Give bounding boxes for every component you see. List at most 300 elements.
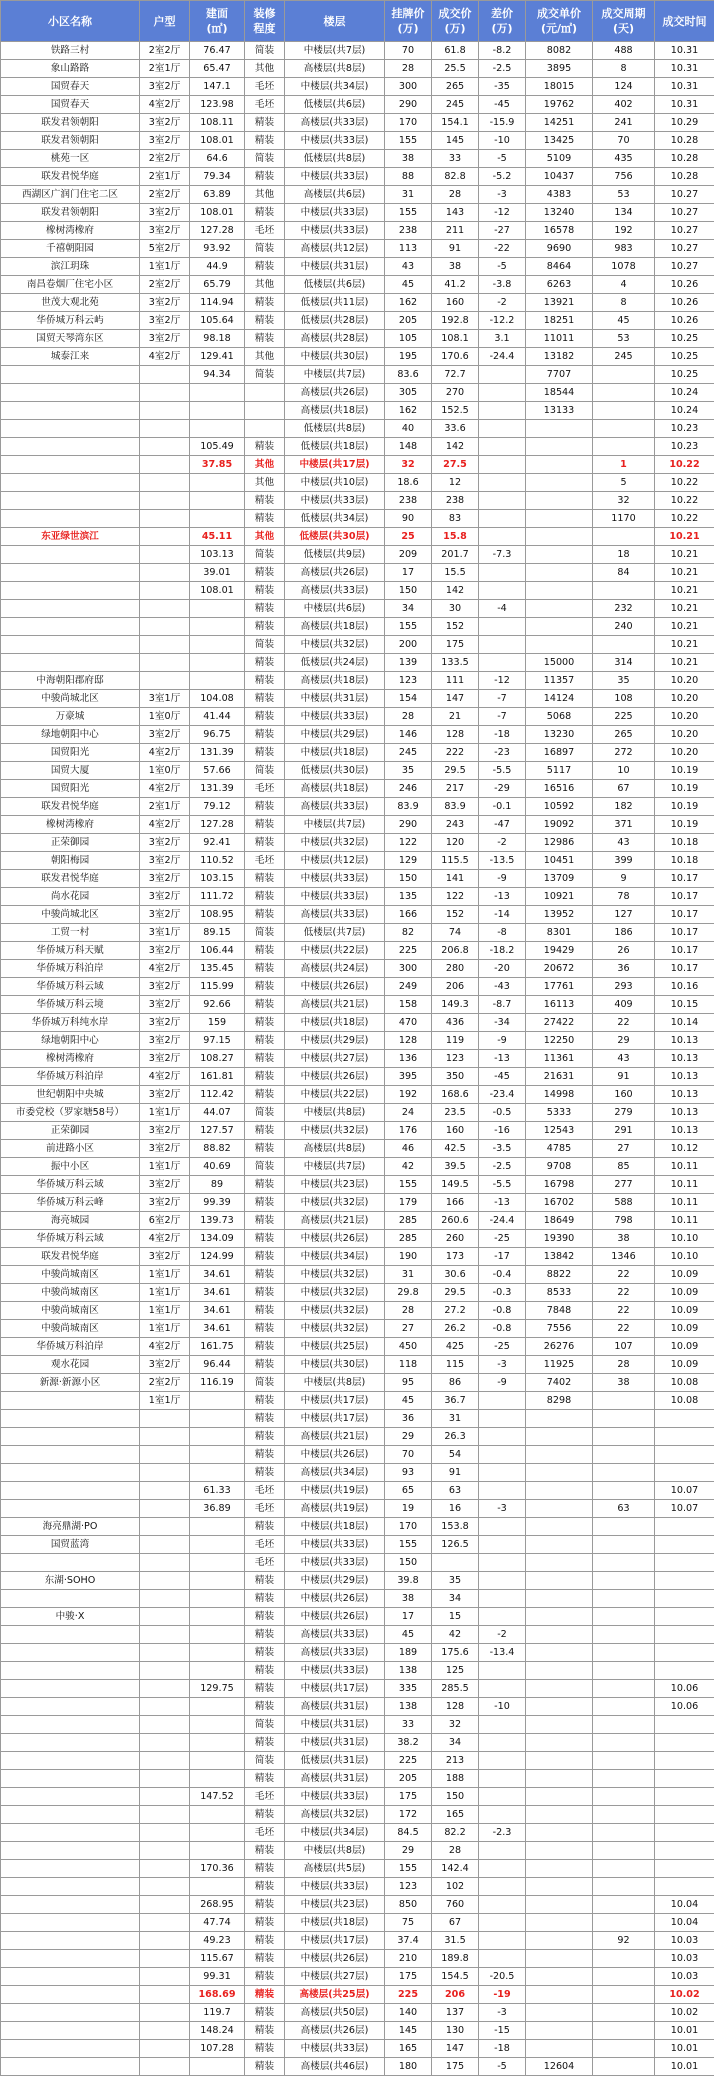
cell-floor: 中楼层(共18层) bbox=[285, 1518, 385, 1536]
cell-list-price: 105 bbox=[385, 330, 432, 348]
cell-list-price: 83.9 bbox=[385, 798, 432, 816]
cell-community: 象山路路 bbox=[1, 60, 140, 78]
cell-area bbox=[190, 1518, 245, 1536]
cell-layout: 1室1厅 bbox=[140, 1158, 190, 1176]
cell-layout: 3室2厅 bbox=[140, 204, 190, 222]
cell-list-price: 238 bbox=[385, 492, 432, 510]
cell-unit-price: 15000 bbox=[526, 654, 593, 672]
cell-deal-date: 10.10 bbox=[655, 1248, 714, 1266]
cell-price-diff bbox=[479, 1842, 526, 1860]
cell-price-diff bbox=[479, 1410, 526, 1428]
cell-area: 159 bbox=[190, 1014, 245, 1032]
cell-layout bbox=[140, 1950, 190, 1968]
cell-community: 中骏尚城南区 bbox=[1, 1302, 140, 1320]
cell-decoration: 精装 bbox=[245, 672, 285, 690]
table-row bbox=[1, 240, 714, 258]
cell-deal-date: 10.21 bbox=[655, 654, 714, 672]
cell-floor: 高楼层(共12层) bbox=[285, 240, 385, 258]
cell-deal-date bbox=[655, 1446, 714, 1464]
cell-community: 市委党校（罗家塘58号） bbox=[1, 1104, 140, 1122]
cell-area: 110.52 bbox=[190, 852, 245, 870]
cell-area: 39.01 bbox=[190, 564, 245, 582]
cell-area: 37.85 bbox=[190, 456, 245, 474]
cell-area: 94.34 bbox=[190, 366, 245, 384]
cell-community bbox=[1, 1878, 140, 1896]
cell-area bbox=[190, 1608, 245, 1626]
cell-decoration: 精装 bbox=[245, 1608, 285, 1626]
cell-deal-date: 10.11 bbox=[655, 1212, 714, 1230]
cell-unit-price: 11011 bbox=[526, 330, 593, 348]
cell-area: 65.47 bbox=[190, 60, 245, 78]
table-row bbox=[1, 708, 714, 726]
cell-layout bbox=[140, 1554, 190, 1572]
cell-deal-date: 10.06 bbox=[655, 1698, 714, 1716]
cell-cycle bbox=[593, 1392, 655, 1410]
cell-area: 98.18 bbox=[190, 330, 245, 348]
cell-floor: 中楼层(共32层) bbox=[285, 1122, 385, 1140]
cell-deal-date: 10.25 bbox=[655, 330, 714, 348]
cell-price-diff: -13.5 bbox=[479, 852, 526, 870]
cell-list-price: 195 bbox=[385, 348, 432, 366]
cell-unit-price bbox=[526, 1626, 593, 1644]
cell-area bbox=[190, 1554, 245, 1572]
cell-layout: 1室1厅 bbox=[140, 1302, 190, 1320]
cell-deal-date: 10.21 bbox=[655, 582, 714, 600]
table-row bbox=[1, 564, 714, 582]
cell-floor: 高楼层(共18层) bbox=[285, 672, 385, 690]
cell-layout bbox=[140, 546, 190, 564]
cell-list-price: 158 bbox=[385, 996, 432, 1014]
cell-layout: 3室2厅 bbox=[140, 1140, 190, 1158]
cell-unit-price bbox=[526, 1806, 593, 1824]
table-row bbox=[1, 1140, 714, 1158]
cell-unit-price bbox=[526, 1500, 593, 1518]
cell-price-diff bbox=[479, 1734, 526, 1752]
table-row bbox=[1, 1392, 714, 1410]
cell-area: 131.39 bbox=[190, 780, 245, 798]
cell-list-price: 162 bbox=[385, 294, 432, 312]
table-row bbox=[1, 1500, 714, 1518]
cell-community: 城泰江来 bbox=[1, 348, 140, 366]
cell-price-diff: -20 bbox=[479, 960, 526, 978]
cell-deal-date: 10.03 bbox=[655, 1950, 714, 1968]
cell-area: 106.44 bbox=[190, 942, 245, 960]
cell-community bbox=[1, 1464, 140, 1482]
cell-floor: 中楼层(共33层) bbox=[285, 204, 385, 222]
table-row bbox=[1, 780, 714, 798]
cell-community: 华侨城万科天赋 bbox=[1, 942, 140, 960]
cell-community bbox=[1, 1698, 140, 1716]
cell-unit-price bbox=[526, 1824, 593, 1842]
cell-unit-price bbox=[526, 420, 593, 438]
cell-community bbox=[1, 1410, 140, 1428]
cell-price-diff: -0.5 bbox=[479, 1104, 526, 1122]
cell-price-diff: -45 bbox=[479, 96, 526, 114]
cell-cycle bbox=[593, 1572, 655, 1590]
cell-cycle: 9 bbox=[593, 870, 655, 888]
cell-floor: 中楼层(共26层) bbox=[285, 1608, 385, 1626]
cell-community bbox=[1, 1590, 140, 1608]
cell-unit-price bbox=[526, 1482, 593, 1500]
cell-deal-price: 15.8 bbox=[432, 528, 479, 546]
cell-area: 114.94 bbox=[190, 294, 245, 312]
cell-decoration: 精装 bbox=[245, 600, 285, 618]
cell-deal-date: 10.11 bbox=[655, 1194, 714, 1212]
cell-deal-date: 10.21 bbox=[655, 618, 714, 636]
cell-area bbox=[190, 1752, 245, 1770]
cell-cycle bbox=[593, 1698, 655, 1716]
cell-layout bbox=[140, 1716, 190, 1734]
cell-floor: 低楼层(共24层) bbox=[285, 654, 385, 672]
cell-layout bbox=[140, 1482, 190, 1500]
cell-list-price: 129 bbox=[385, 852, 432, 870]
table-row bbox=[1, 924, 714, 942]
table-row bbox=[1, 1032, 714, 1050]
cell-cycle: 232 bbox=[593, 600, 655, 618]
cell-community bbox=[1, 1896, 140, 1914]
table-row bbox=[1, 870, 714, 888]
table-row bbox=[1, 726, 714, 744]
cell-cycle bbox=[593, 528, 655, 546]
cell-list-price: 205 bbox=[385, 1770, 432, 1788]
cell-cycle: 272 bbox=[593, 744, 655, 762]
cell-floor: 中楼层(共33层) bbox=[285, 870, 385, 888]
cell-layout bbox=[140, 2004, 190, 2022]
cell-decoration: 精装 bbox=[245, 816, 285, 834]
cell-community: 联发君领朝阳 bbox=[1, 204, 140, 222]
cell-community bbox=[1, 1626, 140, 1644]
cell-floor: 高楼层(共31层) bbox=[285, 1698, 385, 1716]
cell-price-diff bbox=[479, 492, 526, 510]
cell-unit-price bbox=[526, 618, 593, 636]
cell-cycle bbox=[593, 1482, 655, 1500]
table-row bbox=[1, 618, 714, 636]
cell-price-diff: -17 bbox=[479, 1248, 526, 1266]
cell-deal-price: 154.5 bbox=[432, 1968, 479, 1986]
cell-decoration: 精装 bbox=[245, 618, 285, 636]
table-row bbox=[1, 1338, 714, 1356]
cell-cycle bbox=[593, 420, 655, 438]
cell-decoration: 精装 bbox=[245, 1680, 285, 1698]
cell-price-diff bbox=[479, 510, 526, 528]
cell-community bbox=[1, 1392, 140, 1410]
col-header-area: 建面 (㎡) bbox=[190, 1, 245, 42]
cell-cycle bbox=[593, 582, 655, 600]
cell-price-diff bbox=[479, 420, 526, 438]
table-row bbox=[1, 834, 714, 852]
cell-deal-price: 74 bbox=[432, 924, 479, 942]
cell-cycle: 22 bbox=[593, 1320, 655, 1338]
cell-list-price: 225 bbox=[385, 1752, 432, 1770]
cell-list-price: 146 bbox=[385, 726, 432, 744]
cell-unit-price bbox=[526, 1554, 593, 1572]
cell-cycle bbox=[593, 1716, 655, 1734]
cell-area: 161.81 bbox=[190, 1068, 245, 1086]
table-row bbox=[1, 1914, 714, 1932]
cell-unit-price bbox=[526, 1842, 593, 1860]
cell-price-diff: -16 bbox=[479, 1122, 526, 1140]
table-row bbox=[1, 690, 714, 708]
cell-list-price: 175 bbox=[385, 1968, 432, 1986]
cell-list-price: 34 bbox=[385, 600, 432, 618]
cell-unit-price bbox=[526, 1518, 593, 1536]
cell-deal-price: 285.5 bbox=[432, 1680, 479, 1698]
cell-cycle bbox=[593, 1662, 655, 1680]
table-row bbox=[1, 258, 714, 276]
cell-price-diff: -14 bbox=[479, 906, 526, 924]
cell-unit-price: 13842 bbox=[526, 1248, 593, 1266]
cell-unit-price: 27422 bbox=[526, 1014, 593, 1032]
cell-price-diff: -12 bbox=[479, 672, 526, 690]
table-row bbox=[1, 1590, 714, 1608]
cell-decoration: 精装 bbox=[245, 1248, 285, 1266]
cell-unit-price: 12986 bbox=[526, 834, 593, 852]
cell-layout: 4室2厅 bbox=[140, 348, 190, 366]
table-row bbox=[1, 2058, 714, 2076]
cell-unit-price: 18649 bbox=[526, 1212, 593, 1230]
cell-floor: 中楼层(共32层) bbox=[285, 1266, 385, 1284]
cell-layout bbox=[140, 1986, 190, 2004]
cell-deal-price: 34 bbox=[432, 1590, 479, 1608]
cell-price-diff bbox=[479, 1554, 526, 1572]
cell-decoration: 精装 bbox=[245, 1194, 285, 1212]
cell-area: 161.75 bbox=[190, 1338, 245, 1356]
cell-decoration: 精装 bbox=[245, 906, 285, 924]
cell-community: 中骏尚城南区 bbox=[1, 1284, 140, 1302]
cell-community bbox=[1, 1842, 140, 1860]
cell-floor: 低楼层(共6层) bbox=[285, 96, 385, 114]
table-row bbox=[1, 636, 714, 654]
cell-cycle: 240 bbox=[593, 618, 655, 636]
cell-floor: 高楼层(共33层) bbox=[285, 906, 385, 924]
cell-decoration: 精装 bbox=[245, 870, 285, 888]
cell-area bbox=[190, 1716, 245, 1734]
cell-unit-price: 10592 bbox=[526, 798, 593, 816]
cell-layout bbox=[140, 402, 190, 420]
table-row bbox=[1, 1734, 714, 1752]
cell-deal-price: 265 bbox=[432, 78, 479, 96]
cell-unit-price bbox=[526, 528, 593, 546]
col-header-list-price: 挂牌价 (万) bbox=[385, 1, 432, 42]
cell-community: 中骏·X bbox=[1, 1608, 140, 1626]
cell-area bbox=[190, 1626, 245, 1644]
table-row bbox=[1, 1662, 714, 1680]
cell-unit-price: 8533 bbox=[526, 1284, 593, 1302]
cell-cycle bbox=[593, 636, 655, 654]
cell-unit-price bbox=[526, 1428, 593, 1446]
cell-cycle: 409 bbox=[593, 996, 655, 1014]
table-row bbox=[1, 672, 714, 690]
cell-cycle: 43 bbox=[593, 1050, 655, 1068]
cell-area bbox=[190, 636, 245, 654]
table-row bbox=[1, 1518, 714, 1536]
cell-price-diff: -18 bbox=[479, 2040, 526, 2058]
cell-layout: 3室2厅 bbox=[140, 294, 190, 312]
cell-deal-price: 72.7 bbox=[432, 366, 479, 384]
cell-area: 127.28 bbox=[190, 816, 245, 834]
cell-deal-date: 10.04 bbox=[655, 1914, 714, 1932]
cell-deal-date: 10.02 bbox=[655, 2004, 714, 2022]
cell-floor: 中楼层(共32层) bbox=[285, 1194, 385, 1212]
cell-deal-date bbox=[655, 1410, 714, 1428]
cell-area: 134.09 bbox=[190, 1230, 245, 1248]
cell-deal-price: 425 bbox=[432, 1338, 479, 1356]
cell-deal-date: 10.28 bbox=[655, 132, 714, 150]
cell-community: 国贸春天 bbox=[1, 96, 140, 114]
cell-deal-date: 10.07 bbox=[655, 1500, 714, 1518]
cell-deal-date: 10.13 bbox=[655, 1104, 714, 1122]
cell-deal-date: 10.26 bbox=[655, 294, 714, 312]
table-row bbox=[1, 78, 714, 96]
cell-deal-date bbox=[655, 1464, 714, 1482]
cell-layout bbox=[140, 1914, 190, 1932]
cell-floor: 高楼层(共46层) bbox=[285, 2058, 385, 2076]
cell-community: 华侨城万科泊岸 bbox=[1, 1338, 140, 1356]
cell-floor: 中楼层(共31层) bbox=[285, 1716, 385, 1734]
cell-area: 115.99 bbox=[190, 978, 245, 996]
cell-cycle bbox=[593, 1986, 655, 2004]
cell-unit-price: 19092 bbox=[526, 816, 593, 834]
cell-deal-date: 10.18 bbox=[655, 834, 714, 852]
cell-area bbox=[190, 1662, 245, 1680]
cell-area bbox=[190, 1842, 245, 1860]
cell-unit-price: 19762 bbox=[526, 96, 593, 114]
cell-deal-date bbox=[655, 1518, 714, 1536]
cell-list-price: 300 bbox=[385, 960, 432, 978]
table-row bbox=[1, 1212, 714, 1230]
cell-deal-date: 10.22 bbox=[655, 456, 714, 474]
cell-decoration: 毛坯 bbox=[245, 1788, 285, 1806]
cell-unit-price: 8298 bbox=[526, 1392, 593, 1410]
cell-decoration: 精装 bbox=[245, 978, 285, 996]
cell-layout bbox=[140, 1698, 190, 1716]
cell-layout bbox=[140, 636, 190, 654]
table-row bbox=[1, 186, 714, 204]
cell-layout bbox=[140, 1518, 190, 1536]
cell-deal-price: 270 bbox=[432, 384, 479, 402]
cell-floor: 中楼层(共33层) bbox=[285, 1662, 385, 1680]
cell-list-price: 46 bbox=[385, 1140, 432, 1158]
cell-unit-price bbox=[526, 1572, 593, 1590]
cell-floor: 中楼层(共18层) bbox=[285, 744, 385, 762]
cell-unit-price: 16578 bbox=[526, 222, 593, 240]
cell-deal-price: 102 bbox=[432, 1878, 479, 1896]
col-header-cycle: 成交周期 (天) bbox=[593, 1, 655, 42]
cell-decoration: 精装 bbox=[245, 834, 285, 852]
cell-price-diff: -0.1 bbox=[479, 798, 526, 816]
cell-list-price: 166 bbox=[385, 906, 432, 924]
cell-cycle bbox=[593, 1860, 655, 1878]
cell-area: 108.11 bbox=[190, 114, 245, 132]
cell-deal-price: 141 bbox=[432, 870, 479, 888]
cell-decoration: 精装 bbox=[245, 744, 285, 762]
cell-deal-date: 10.21 bbox=[655, 564, 714, 582]
cell-list-price: 70 bbox=[385, 42, 432, 60]
cell-deal-price: 142.4 bbox=[432, 1860, 479, 1878]
cell-floor: 中楼层(共33层) bbox=[285, 1554, 385, 1572]
cell-list-price: 36 bbox=[385, 1410, 432, 1428]
cell-floor: 高楼层(共33层) bbox=[285, 798, 385, 816]
cell-unit-price: 14124 bbox=[526, 690, 593, 708]
cell-deal-price: 152 bbox=[432, 618, 479, 636]
cell-list-price: 179 bbox=[385, 1194, 432, 1212]
cell-cycle bbox=[593, 438, 655, 456]
cell-cycle bbox=[593, 1842, 655, 1860]
table-row bbox=[1, 1896, 714, 1914]
cell-deal-date: 10.03 bbox=[655, 1932, 714, 1950]
table-row bbox=[1, 1716, 714, 1734]
cell-layout bbox=[140, 618, 190, 636]
cell-unit-price: 21631 bbox=[526, 1068, 593, 1086]
cell-community bbox=[1, 492, 140, 510]
cell-area: 111.72 bbox=[190, 888, 245, 906]
cell-community bbox=[1, 1950, 140, 1968]
cell-area: 65.79 bbox=[190, 276, 245, 294]
cell-area: 79.34 bbox=[190, 168, 245, 186]
cell-area: 268.95 bbox=[190, 1896, 245, 1914]
cell-deal-date: 10.20 bbox=[655, 690, 714, 708]
cell-cycle bbox=[593, 1806, 655, 1824]
cell-unit-price: 12250 bbox=[526, 1032, 593, 1050]
table-row bbox=[1, 1194, 714, 1212]
cell-layout: 1室1厅 bbox=[140, 1320, 190, 1338]
cell-deal-price: 133.5 bbox=[432, 654, 479, 672]
cell-layout: 3室2厅 bbox=[140, 906, 190, 924]
cell-decoration: 简装 bbox=[245, 1158, 285, 1176]
cell-decoration: 简装 bbox=[245, 924, 285, 942]
cell-decoration: 精装 bbox=[245, 1302, 285, 1320]
cell-deal-date bbox=[655, 1752, 714, 1770]
cell-unit-price: 13182 bbox=[526, 348, 593, 366]
cell-layout bbox=[140, 1770, 190, 1788]
cell-unit-price: 8822 bbox=[526, 1266, 593, 1284]
table-row bbox=[1, 1284, 714, 1302]
cell-deal-date: 10.31 bbox=[655, 96, 714, 114]
table-row bbox=[1, 312, 714, 330]
cell-floor: 高楼层(共6层) bbox=[285, 186, 385, 204]
cell-unit-price bbox=[526, 1608, 593, 1626]
cell-layout: 3室2厅 bbox=[140, 114, 190, 132]
table-row bbox=[1, 150, 714, 168]
cell-deal-date: 10.23 bbox=[655, 438, 714, 456]
cell-floor: 高楼层(共5层) bbox=[285, 1860, 385, 1878]
cell-cycle: 124 bbox=[593, 78, 655, 96]
cell-area: 147.1 bbox=[190, 78, 245, 96]
cell-deal-price: 137 bbox=[432, 2004, 479, 2022]
cell-decoration: 其他 bbox=[245, 186, 285, 204]
cell-list-price: 290 bbox=[385, 816, 432, 834]
cell-layout bbox=[140, 1410, 190, 1428]
cell-deal-date bbox=[655, 1428, 714, 1446]
cell-deal-date: 10.26 bbox=[655, 312, 714, 330]
cell-community: 桃苑一区 bbox=[1, 150, 140, 168]
cell-list-price: 155 bbox=[385, 1860, 432, 1878]
cell-price-diff: -3.5 bbox=[479, 1140, 526, 1158]
cell-area: 47.74 bbox=[190, 1914, 245, 1932]
cell-list-price: 155 bbox=[385, 1176, 432, 1194]
cell-floor: 高楼层(共21层) bbox=[285, 1212, 385, 1230]
cell-decoration: 简装 bbox=[245, 1752, 285, 1770]
cell-list-price: 192 bbox=[385, 1086, 432, 1104]
cell-deal-price: 15.5 bbox=[432, 564, 479, 582]
cell-community bbox=[1, 1932, 140, 1950]
cell-cycle: 18 bbox=[593, 546, 655, 564]
cell-list-price: 45 bbox=[385, 276, 432, 294]
cell-deal-price: 206 bbox=[432, 978, 479, 996]
table-row bbox=[1, 654, 714, 672]
cell-price-diff: -4 bbox=[479, 600, 526, 618]
cell-deal-date bbox=[655, 1734, 714, 1752]
